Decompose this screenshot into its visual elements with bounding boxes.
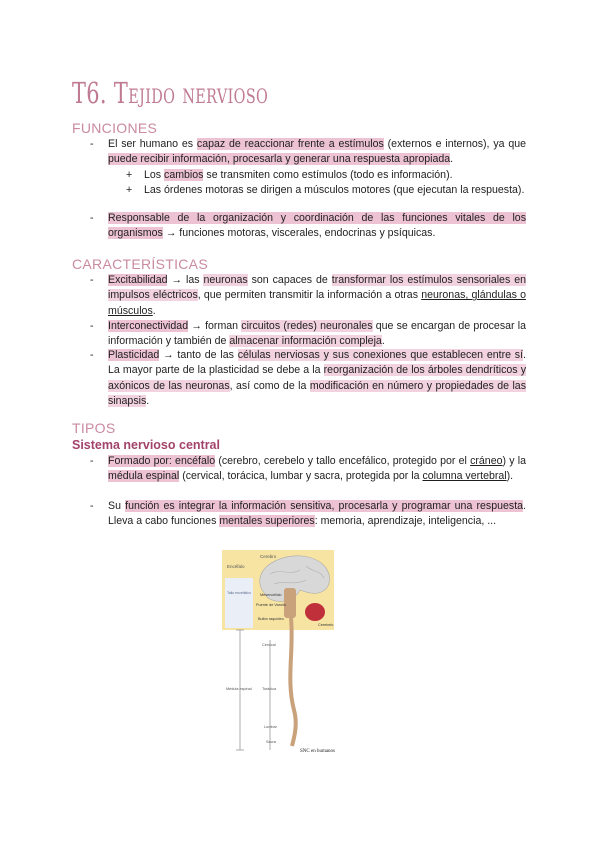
highlight: Responsable de la organización y coordinación de las funciones vitales de los organismos xyxy=(108,212,526,240)
label-puente: Puente de Varolio xyxy=(256,603,286,607)
underlined-text: cráneo xyxy=(470,455,503,467)
spinal-cord-shape xyxy=(290,618,295,746)
highlight: Excitabilidad xyxy=(108,274,168,286)
text: ). xyxy=(506,470,514,483)
text: → forman xyxy=(188,320,242,332)
bullet-dash: - xyxy=(90,455,94,467)
text: , que permiten transmitir la información a otras xyxy=(197,289,422,302)
label-cerebelo: Cerebelo xyxy=(318,623,334,627)
bullet-plus: + xyxy=(126,184,133,196)
text: . La mayor parte de la plasticidad se debe a la xyxy=(108,349,526,377)
highlight: neuronas xyxy=(203,274,248,286)
caracteristicas-paragraph-2 xyxy=(90,319,526,350)
subheading-snc: Sistema nervioso central xyxy=(72,438,220,452)
text: . xyxy=(152,304,156,317)
highlight: células nerviosas y sus conexiones que establecen entre sí xyxy=(237,349,524,361)
label-medula: Médula espinal xyxy=(226,687,252,691)
bullet-dash: - xyxy=(90,138,94,150)
funciones-paragraph-2 xyxy=(90,211,526,242)
text: Las órdenes motoras se dirigen a músculos motores (que ejecutan la respuesta). xyxy=(144,184,525,196)
label-cervical: Cervical xyxy=(262,643,276,647)
text: (externos e internos), ya que xyxy=(383,138,526,150)
text: (cerebro, cerebelo y tallo encefálico, protegido por el xyxy=(215,455,471,467)
section-heading-caracteristicas: CARACTERÍSTICAS xyxy=(72,256,208,272)
text: → tanto de las xyxy=(159,349,238,361)
highlight: transformar los estímulos sensoriales en impulsos eléctricos xyxy=(108,274,526,302)
tipos-paragraph-2 xyxy=(90,499,526,530)
funciones-paragraph-1 xyxy=(90,137,526,168)
page-title: T6. Tejido nervioso xyxy=(72,76,269,110)
text: Los xyxy=(144,169,165,181)
underlined-text: neuronas, glándulas o músculos xyxy=(108,289,526,317)
text: ) y la xyxy=(502,455,526,467)
highlight: médula espinal xyxy=(108,470,180,483)
bullet-dash: - xyxy=(90,500,94,512)
label-mesencefalo: Mesencéfalo xyxy=(260,593,282,597)
bullet-dash: - xyxy=(90,212,94,224)
label-bulbo: Bulbo raquídeo xyxy=(258,617,284,621)
highlight: capaz de reaccionar frente a estímulos xyxy=(196,138,384,150)
underlined-text: columna vertebral xyxy=(422,470,507,483)
highlight: puede recibir información, procesarla y generar una respuesta apropiada xyxy=(108,153,451,166)
text: (cervical, torácica, lumbar y sacra, protegida por la xyxy=(179,470,423,483)
section-heading-funciones: FUNCIONES xyxy=(72,120,158,136)
highlight: modificación en número y propiedades de las sinapsis xyxy=(108,379,526,408)
text: → funciones motoras, viscerales, endocrinas y psíquicas. xyxy=(162,227,436,240)
diagram-side-panel xyxy=(225,578,253,628)
tipos-paragraph-1 xyxy=(90,454,526,485)
text: son capaces de xyxy=(247,274,332,286)
highlight: almacenar información compleja xyxy=(229,335,382,348)
text: , así como de la xyxy=(229,379,310,392)
text: que se encargan de procesar la información y también de xyxy=(108,320,526,348)
bullet-dash: - xyxy=(90,349,94,361)
label-encefalo: Encéfalo xyxy=(227,564,245,569)
label-toracica: Torácica xyxy=(262,687,277,691)
cns-diagram xyxy=(222,550,372,755)
highlight: función es integrar la información sensitiva, procesarla y programar una respuesta xyxy=(125,500,524,512)
bullet-plus: + xyxy=(126,169,133,181)
text: . xyxy=(450,153,454,166)
label-lumbar: Lumbar xyxy=(264,725,277,729)
text: Su xyxy=(108,500,126,512)
funciones-subitem-1 xyxy=(126,168,526,183)
bullet-dash: - xyxy=(90,320,94,332)
highlight: mentales superiores xyxy=(219,515,315,528)
label-tallo: Tallo encefálico xyxy=(227,591,251,595)
text: → las xyxy=(167,274,204,286)
caracteristicas-paragraph-3 xyxy=(90,348,526,410)
figure-caption: SNC en humanos xyxy=(300,749,335,754)
bullet-dash: - xyxy=(90,274,94,286)
highlight: circuitos (redes) neuronales xyxy=(241,320,373,332)
highlight: Plasticidad xyxy=(108,349,160,361)
highlight: cambios xyxy=(164,169,204,181)
text: : memoria, aprendizaje, inteligencia, ... xyxy=(314,515,497,528)
text: . Lleva a cabo funciones xyxy=(108,500,526,528)
caracteristicas-paragraph-1 xyxy=(90,273,526,319)
highlight: reorganización de los árboles dendríticos y axónicos de las neuronas xyxy=(108,364,526,392)
text: se transmiten como estímulos (todo es información). xyxy=(203,169,453,181)
cerebellum-shape xyxy=(305,603,325,621)
highlight: Formado por: encéfalo xyxy=(108,455,216,467)
funciones-subitem-2 xyxy=(126,183,526,198)
label-cerebro: Cerebro xyxy=(260,554,277,559)
text: . xyxy=(381,335,385,348)
text: El ser humano es xyxy=(108,138,197,150)
section-heading-tipos: TIPOS xyxy=(72,420,116,436)
text: . xyxy=(146,395,150,408)
label-sacra: Sacra xyxy=(266,740,276,744)
highlight: Interconectividad xyxy=(108,320,189,332)
